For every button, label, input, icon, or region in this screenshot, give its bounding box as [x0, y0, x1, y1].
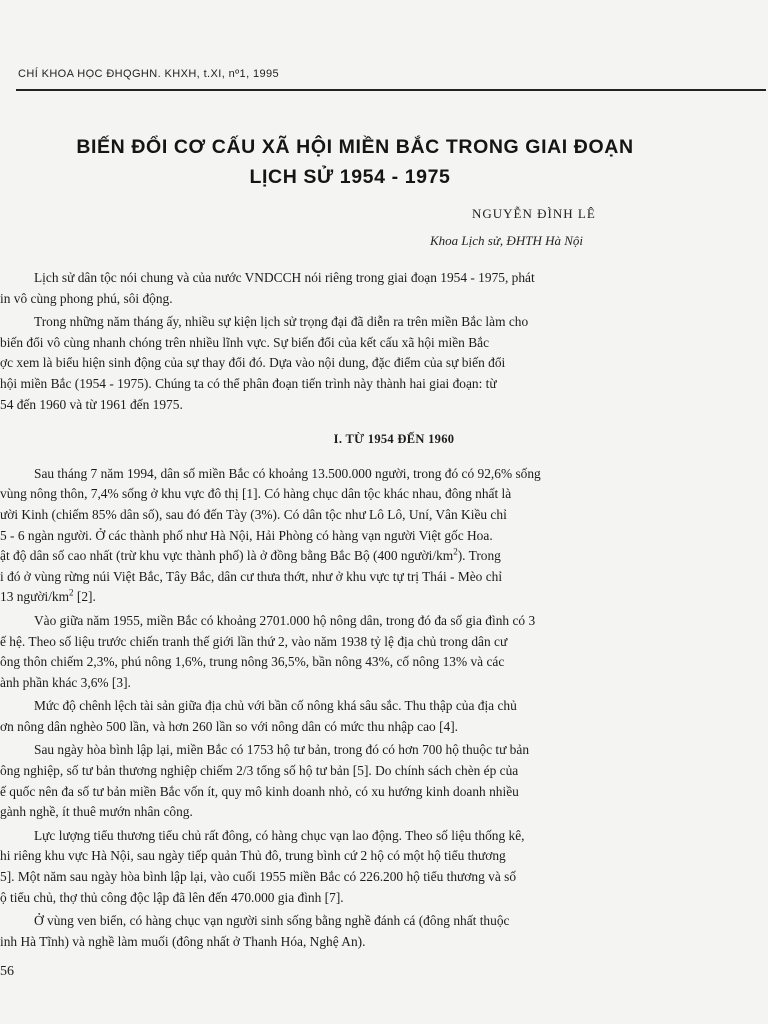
paragraph-line: Sau ngày hòa bình lập lại, miền Bắc có 1753 hộ tư bản, trong đó có hơn 700 hộ thuộc tư bản: [34, 742, 530, 758]
paragraph-line: [0, 546, 768, 567]
paragraph: [0, 268, 768, 309]
superscript: 2: [69, 587, 74, 598]
paragraph-line: hội miền Bắc (1954 - 1975). Chúng ta có thể phân đoạn tiến trình này thành hai giai đoạn: từ: [0, 375, 497, 391]
paragraph: [0, 826, 768, 908]
paragraph-line: ành phần khác 3,6% [3].: [0, 674, 131, 690]
paragraph-line: Trong những năm tháng ấy, nhiều sự kiện lịch sử trọng đại đã diễn ra trên miền Bắc làm cho: [34, 314, 529, 330]
paragraph-line: 54 đến 1960 và từ 1961 đến 1975.: [0, 396, 183, 412]
title-line-1: BIẾN ĐỔI CƠ CẤU XÃ HỘI MIỀN BẮC TRONG GIAI ĐOẠN: [76, 136, 634, 158]
paragraph-line: Ở vùng ven biển, có hàng chục vạn người sinh sống bằng nghề đánh cá (đông nhất thuộc: [34, 913, 510, 929]
paragraph-line: gành nghề, ít thuê mướn nhân công.: [0, 804, 193, 820]
paragraph-line: hi riêng khu vực Hà Nội, sau ngày tiếp quản Thủ đô, trung bình cứ 2 hộ có một hộ tiểu thương: [0, 848, 506, 864]
paragraph-line: Vào giữa năm 1955, miền Bắc có khoảng 2701.000 hộ nông dân, trong đó đa số gia đình có 3: [34, 612, 536, 628]
line-text: 13 người/km: [0, 589, 70, 605]
paragraph-line: vùng nông thôn, 7,4% sống ở khu vực đô thị [1]. Có hàng chục dân tộc khác nhau, đông nhất là: [0, 486, 512, 502]
paragraph-line: in vô cùng phong phú, sôi động.: [0, 290, 173, 306]
superscript: 2: [453, 546, 458, 557]
paragraph-line: Mức độ chênh lệch tài sản giữa địa chủ với bần cố nông khá sâu sắc. Thu thập của địa chủ: [34, 698, 517, 714]
paragraph-line: ơn nông dân nghèo 500 lần, và hơn 260 lần so với nông dân có mức thu nhập cao [4].: [0, 718, 459, 734]
paragraph: [0, 611, 768, 693]
article-title: [0, 132, 700, 192]
paragraph-line: [0, 587, 768, 608]
paragraph-line: Lịch sử dân tộc nói chung và của nước VNDCCH nói riêng trong giai đoạn 1954 - 1975, phát: [34, 270, 535, 285]
paragraph-line: ế hệ. Theo số liệu trước chiến tranh thế giới lần thứ 2, vào năm 1938 tỷ lệ địa chủ trong dân cư: [0, 633, 508, 649]
line-text: ật độ dân số cao nhất (trừ khu vực thành phố) là ở đồng bằng Bắc Bộ (400 người/km: [0, 548, 454, 564]
line-text: ). Trong: [457, 548, 501, 564]
paragraph-line: ế quốc nên đa số tư bản miền Bắc vốn ít, quy mô kinh doanh nhỏ, có xu hướng kinh doanh nhiều: [0, 783, 519, 799]
paragraph-line: 5]. Một năm sau ngày hòa bình lập lại, vào cuối 1955 miền Bắc có 226.200 hộ tiểu thương và số: [0, 869, 517, 885]
paragraph: [0, 464, 768, 608]
paragraph-line: Lực lượng tiểu thương tiểu chủ rất đông, có hàng chục vạn lao động. Theo số liệu thống kê,: [34, 827, 525, 843]
section-heading: I. TỪ 1954 ĐẾN 1960: [333, 432, 455, 447]
paragraph-line: biến đổi vô cùng nhanh chóng trên nhiều lĩnh vực. Sự biến đổi của kết cấu xã hội miền Bắc: [0, 334, 490, 350]
author-affiliation: Khoa Lịch sử, ĐHTH Hà Nội: [430, 233, 583, 248]
paragraph: [0, 740, 768, 822]
header-rule: [16, 89, 766, 91]
author-name: NGUYỄN ĐÌNH LÊ: [472, 206, 596, 221]
paragraph-line: 5 - 6 ngàn người. Ở các thành phố như Hà Nội, Hải Phòng có hàng vạn người Việt gốc Hoa.: [0, 527, 493, 543]
title-line-2: LỊCH SỬ 1954 - 1975: [249, 166, 451, 188]
line-text: [2].: [73, 589, 96, 605]
paragraph-line: ông nghiệp, số tư bản thương nghiệp chiếm 2/3 tổng số hộ tư bản [5]. Do chính sách chèn ép của: [0, 763, 519, 779]
paragraph-line: inh Hà Tĩnh) và nghề làm muối (đông nhất ở Thanh Hóa, Nghệ An).: [0, 933, 366, 949]
article-body: [0, 268, 768, 952]
paragraph-line: ông thôn chiếm 2,3%, phú nông 1,6%, trung nông 36,5%, bần nông 43%, cố nông 13% và các: [0, 654, 505, 670]
journal-header: CHÍ KHOA HỌC ĐHQGHN. KHXH, t.XI, nº1, 1995: [18, 68, 280, 80]
paragraph-line: Sau tháng 7 năm 1994, dân số miền Bắc có khoảng 13.500.000 người, trong đó có 92,6% sống: [34, 465, 541, 481]
paragraph: [0, 911, 768, 952]
paragraph: [0, 312, 768, 415]
paragraph: [0, 696, 768, 737]
paragraph-line: ộ tiểu chủ, thợ thủ công độc lập đã lên đến 470.000 gia đình [7].: [0, 889, 344, 905]
page-number: 56: [0, 964, 14, 979]
paragraph-line: i đó ở vùng rừng núi Việt Bắc, Tây Bắc, dân cư thưa thớt, như ở khu vực tự trị Thái - Mèo chỉ: [0, 568, 503, 584]
paragraph-line: ười Kinh (chiếm 85% dân số), sau đó đến Tày (3%). Có dân tộc như Lô Lô, Uní, Vân Kiều chỉ: [0, 506, 507, 522]
paragraph-line: ợc xem là biểu hiện sinh động của sự thay đổi đó. Dựa vào nội dung, đặc điểm của sự biến đổi: [0, 355, 506, 371]
